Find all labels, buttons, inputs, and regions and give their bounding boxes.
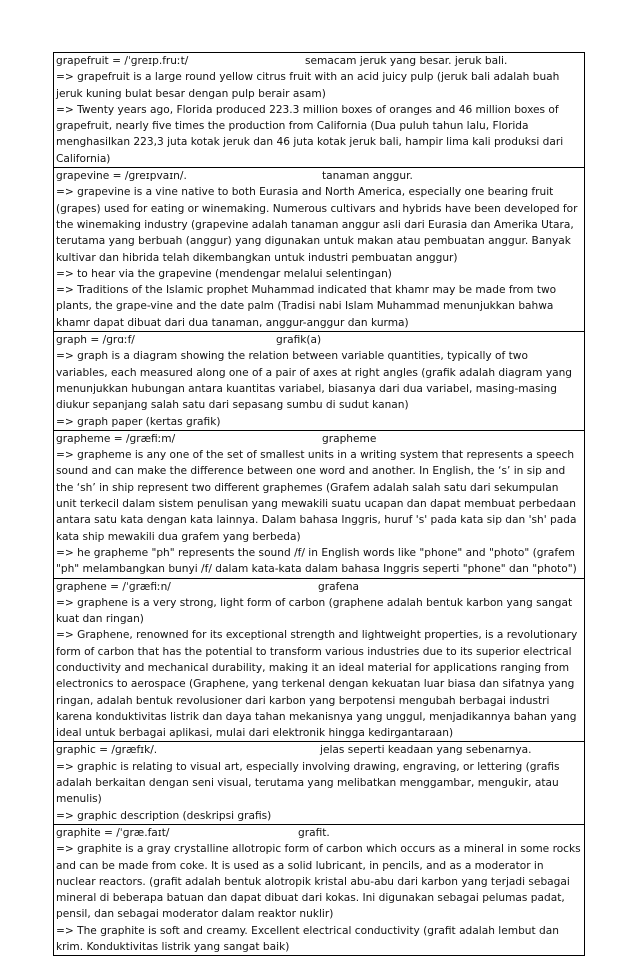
dictionary-entry-grapheme [53, 430, 585, 579]
entry-term: grapevine = /ɡreɪpvaɪn/. [56, 170, 187, 183]
entry-definition: => grapevine is a vine native to both Eurasia and North America, especially one bearing fruit (grapes) used for eating or winemaking. Numerous cultivars and hybrids have been developed for the winemaking industry (grapevine adalah tanaman anggur asli dari Eurasia dan Amerika Utara, terutama yang berbuah (anggur) yang digunakan untuk makan atau pembuatan anggur. Banyak kultivar dan hibrida telah dikembangkan untuk industri pembuatan anggur) [56, 186, 578, 264]
entry-example: => graphic description (deskripsi grafis) [56, 809, 272, 822]
entry-term: graphite = /ˈɡræ.faɪt/ [56, 826, 170, 839]
dictionary-entry-graphite [53, 824, 585, 956]
dictionary-entry-graph [53, 331, 585, 431]
entry-definition: => graphic is relating to visual art, especially involving drawing, engraving, or lettering (grafis adalah berkaitan dengan seni visual, terutama yang melibatkan menggambar, mengukir, atau menulis) [56, 760, 560, 806]
entry-meaning: grafik(a) [276, 334, 322, 347]
entry-example: => Traditions of the Islamic prophet Muhammad indicated that khamr may be made from two plants, the grape-vine and the date palm (Tradisi nabi Islam Muhammad menunjukkan bahwa khamr dapat dibuat dari dua tanaman, anggur-anggur dan kurma) [56, 284, 557, 329]
entry-example: => graph paper (kertas grafik) [56, 415, 221, 428]
entry-example: => Graphene, renowned for its exceptional strength and lightweight properties, is a revolutionary form of carbon that has the potential to transform various industries due to its superior electrical conductivity and mechanical durability, making it an ideal material for applications ranging from electronics to aerospace (Graphene, yang terkenal dengan kekuatan luar biasa dan sifatnya yang ringan, adalah bentuk revolusioner dari karbon yang berpotensi mengubah berbagai industri karena konduktivitas listrik dan daya tahan mekanisnya yang unggul, menjadikannya bahan yang ideal untuk berbagai aplikasi, mulai dari elektronik hingga kedirgantaraan) [56, 629, 578, 740]
entry-term: graph = /ɡrɑːf/ [56, 334, 135, 347]
entry-meaning: grafena [318, 580, 360, 593]
dictionary-entry-grapefruit [53, 52, 585, 168]
entry-meaning: semacam jeruk yang besar. jeruk bali. [305, 55, 508, 67]
entry-definition: => graphene is a very strong, light form of carbon (graphene adalah bentuk karbon yang sangat kuat dan ringan) [56, 596, 573, 626]
entry-example: => to hear via the grapevine (mendengar melalui selentingan) [56, 267, 392, 280]
entry-definition: => graph is a diagram showing the relation between variable quantities, typically of two variables, each measured along one of a pair of axes at right angles (grafik adalah diagram yang menunjukkan hubungan antara kuantitas variabel, biasanya dari dua variabel, masing-masing diukur sepanjang salah satu dari sepasang sumbu di sudut kanan) [56, 350, 573, 412]
entry-example: => Twenty years ago, Florida produced 223.3 million boxes of oranges and 46 million boxes of grapefruit, nearly five times the production from California (Dua puluh tahun lalu, Florida menghasilkan 223,3 juta kotak jeruk dan 46 juta kotak jeruk bali, hampir lima kali produksi dari California) [56, 103, 564, 165]
entry-definition: => graphite is a gray crystalline allotropic form of carbon which occurs as a mineral in some rocks and can be made from coke. It is used as a solid lubricant, in pencils, and as a moderator in nuclear reactors. (grafit adalah bentuk alotropik kristal abu-abu dari karbon yang terjadi sebagai mineral di beberapa batuan dan dapat dibuat dari kokas. Ini digunakan sebagai pelumas padat, pensil, dan sebagai moderator dalam reaktor nuklir) [56, 843, 581, 921]
entry-term: graphic = /ɡræfɪk/. [56, 744, 158, 757]
entry-term: grapefruit = /ˈɡreɪp.fruːt/ [56, 55, 189, 67]
entry-definition: => grapheme is any one of the set of smallest units in a writing system that represents a speech sound and can make the difference between one word and another. In English, the ‘s’ in sip and the ‘sh’ in ship represent two different graphemes (Grafem adalah salah satu dari sekumpulan unit terkecil dalam sistem penulisan yang mewakili suatu ucapan dan dapat membuat perbedaan antara satu kata dengan kata lainnya. Dalam bahasa Inggris, huruf 's' pada kata sip dan 'sh' pada kata ship mewakili dua grafem yang berbeda) [56, 449, 577, 543]
entry-meaning: tanaman anggur. [322, 170, 413, 183]
entry-term: graphene = /ˈɡræfiːn/ [56, 580, 171, 593]
entry-meaning: grapheme [322, 432, 377, 445]
dictionary-entry-grapevine [53, 167, 585, 332]
dictionary-entry-graphene [53, 578, 585, 743]
entry-meaning: grafit. [298, 826, 330, 839]
entry-term: grapheme = /ɡræfiːm/ [56, 432, 176, 445]
entry-meaning: jelas seperti keadaan yang sebenarnya. [320, 744, 532, 757]
entry-example: => he grapheme "ph" represents the sound /f/ in English words like "phone" and "photo" (grafem "ph" melambangkan bunyi /f/ dalam kata-kata dalam bahasa Inggris seperti "phone" dan "photo") [56, 546, 577, 576]
entry-definition: => grapefruit is a large round yellow citrus fruit with an acid juicy pulp (jeruk bali adalah buah jeruk kuning bulat besar dengan pulp berair asam) [56, 71, 560, 100]
entry-example: => The graphite is soft and creamy. Excellent electrical conductivity (grafit adalah lembut dan krim. Konduktivitas listrik yang sangat baik) [56, 924, 559, 954]
dictionary-page [53, 53, 585, 956]
dictionary-entry-graphic [53, 741, 585, 824]
